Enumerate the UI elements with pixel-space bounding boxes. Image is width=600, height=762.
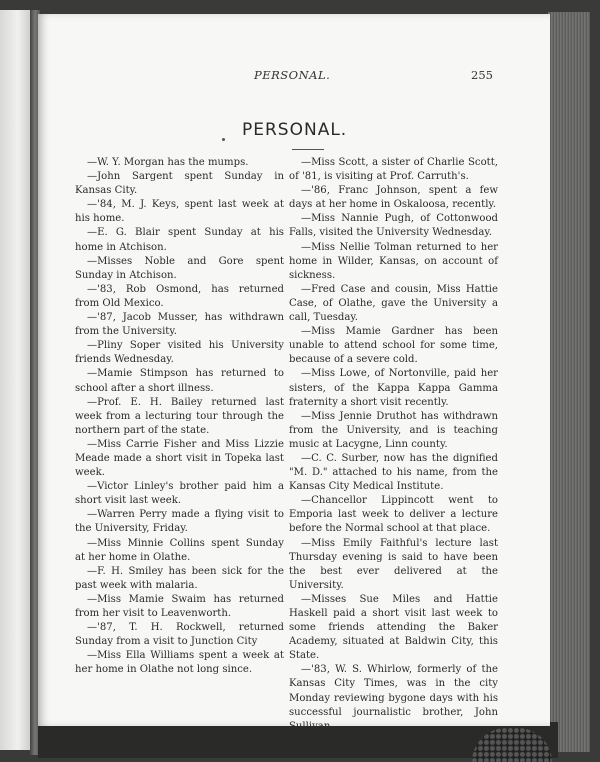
dot-mark (222, 138, 225, 141)
news-item: —'83, W. S. Whirlow, formerly of the Kansas City Times, was in the city Monday reviewing bygone days with his successful journalistic brother, John Sullivan. (289, 664, 498, 732)
news-item: —Misses Sue Miles and Hattie Haskell paid a short visit last week to some friends attending the Baker Academy, situated at Baldwin City, this State. (289, 593, 498, 662)
news-item: —Miss Jennie Druthot has withdrawn from the University, and is teaching music at Lacygne, Linn county. (289, 410, 498, 450)
right-column (289, 156, 498, 734)
facing-page-edge (0, 10, 32, 750)
news-item: —Miss Carrie Fisher and Miss Lizzie Meade made a short visit in Topeka last week. (75, 438, 284, 479)
news-item: —Miss Mamie Swaim has returned from her visit to Leavenworth. (75, 593, 284, 619)
news-item: —Warren Perry made a flying visit to the University, Friday. (75, 509, 284, 535)
news-item: —Miss Emily Faithful's lecture last Thursday evening is said to have been the best ever delivered at the University. (289, 537, 498, 591)
news-item: —Miss Minnie Collins spent Sunday at her home in Olathe. (75, 537, 284, 563)
page-number: 255 (471, 68, 493, 82)
news-item: —W. Y. Morgan has the mumps. (87, 157, 249, 168)
news-item: —'86, Franc Johnson, spent a few days at her home in Oskaloosa, recently. (289, 185, 498, 211)
news-item: —Fred Case and cousin, Miss Hattie Case, of Olathe, gave the University a call, Tuesday. (289, 283, 498, 324)
news-item: —Miss Nannie Pugh, of Cottonwood Falls, visited the University Wednesday. (289, 213, 498, 239)
news-item: —Miss Mamie Gardner has been unable to attend school for some time, because of a severe cold. (289, 326, 498, 366)
news-item: —Pliny Soper visited his University friends Wednesday. (75, 340, 284, 366)
news-item: —C. C. Surber, now has the dignified "M. D." attached to his name, from the Kansas City Medical Institute. (289, 452, 498, 493)
news-item: —Misses Noble and Gore spent Sunday in Atchison. (75, 255, 284, 281)
news-item: —'87, Jacob Musser, has withdrawn from the University. (75, 312, 284, 338)
news-item: —Miss Ella Williams spent a week at her home in Olathe not long since. (75, 650, 284, 676)
running-head: PERSONAL. (254, 68, 331, 82)
news-item: —Miss Lowe, of Nortonville, paid her sisters, of the Kappa Kappa Gamma fraternity a short visit recently. (289, 368, 498, 408)
news-item: —Mamie Stimpson has returned to school after a short illness. (75, 368, 284, 394)
page-stack-edge (548, 12, 590, 752)
news-item: —'83, Rob Osmond, has returned from Old Mexico. (75, 283, 284, 309)
news-item: —Victor Linley's brother paid him a short visit last week. (75, 481, 284, 507)
title-rule (292, 149, 324, 150)
news-item: —E. G. Blair spent Sunday at his home in Atchison. (75, 227, 284, 253)
news-item: —Miss Scott, a sister of Charlie Scott, of '81, is visiting at Prof. Carruth's. (289, 157, 498, 183)
left-column (75, 156, 284, 677)
news-item: —Prof. E. H. Bailey returned last week from a lecturing tour through the northern part of the state. (75, 396, 284, 436)
news-item: —Miss Nellie Tolman returned to her home in Wilder, Kansas, on account of sickness. (289, 241, 498, 281)
news-item: —Chancellor Lippincott went to Emporia last week to deliver a lecture before the Normal school at that place. (289, 495, 498, 535)
news-item: —'84, M. J. Keys, spent last week at his home. (75, 199, 284, 225)
news-item: —'87, T. H. Rockwell, returned Sunday from a visit to Junction City (75, 622, 284, 648)
news-item: —F. H. Smiley has been sick for the past week with malaria. (75, 565, 284, 591)
news-item: —John Sargent spent Sunday in Kansas City. (75, 171, 284, 197)
article-title: PERSONAL. (242, 120, 348, 140)
